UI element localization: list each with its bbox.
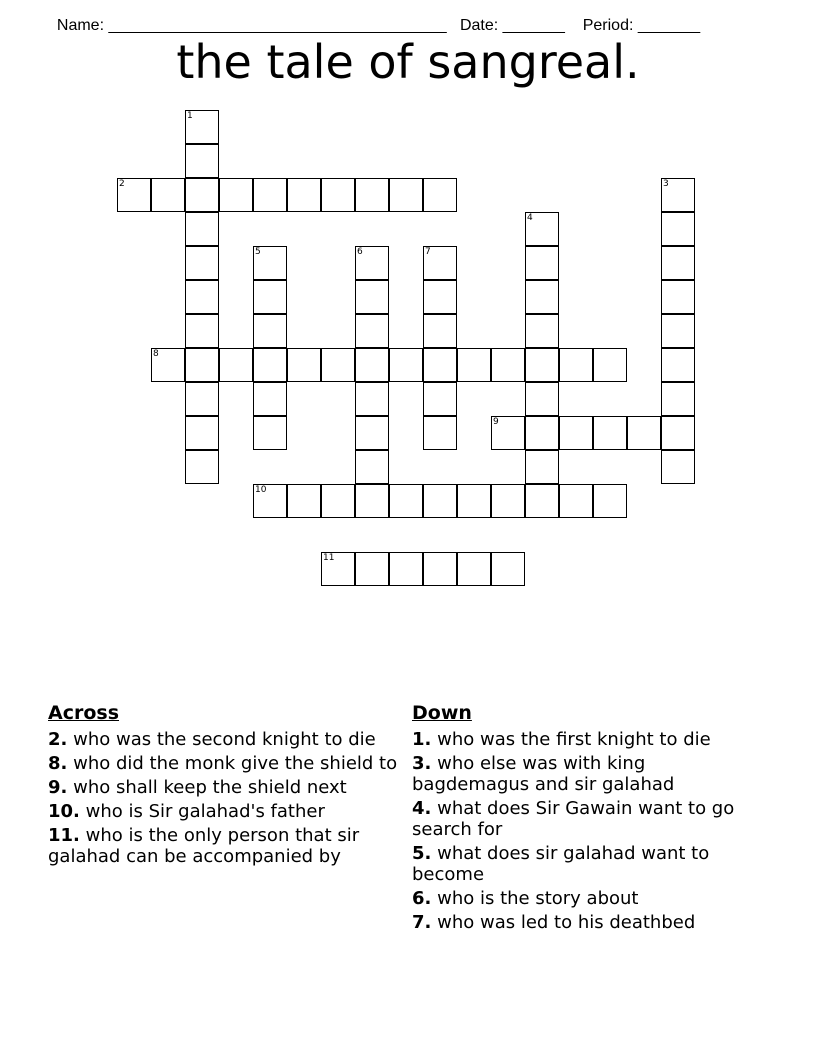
crossword-cell[interactable] — [423, 314, 457, 348]
crossword-cell[interactable] — [423, 382, 457, 416]
crossword-cell[interactable] — [185, 416, 219, 450]
crossword-cell[interactable] — [559, 484, 593, 518]
crossword-cell[interactable] — [185, 450, 219, 484]
clue-number-label: 8 — [153, 349, 159, 359]
crossword-cell[interactable] — [321, 552, 355, 586]
clue-text: what does sir galahad want to become — [412, 843, 710, 885]
crossword-cell[interactable] — [253, 246, 287, 280]
crossword-cell[interactable] — [525, 348, 559, 382]
down-clues — [412, 702, 757, 936]
clue-number-label: 4 — [527, 213, 533, 223]
crossword-cell[interactable] — [253, 416, 287, 450]
crossword-cell[interactable] — [253, 382, 287, 416]
clue-text: who did the monk give the shield to — [73, 753, 398, 774]
crossword-cell[interactable] — [151, 178, 185, 212]
crossword-cell[interactable] — [321, 484, 355, 518]
crossword-cell[interactable] — [355, 450, 389, 484]
crossword-cell[interactable] — [389, 178, 423, 212]
clue-number: 11. — [48, 825, 80, 846]
clue-number-label: 2 — [119, 179, 125, 189]
crossword-cell[interactable] — [287, 178, 321, 212]
crossword-cell[interactable] — [389, 552, 423, 586]
across-heading: Across — [48, 702, 120, 724]
crossword-cell[interactable] — [423, 280, 457, 314]
crossword-cell[interactable] — [287, 484, 321, 518]
crossword-cell[interactable] — [355, 348, 389, 382]
period-field-label: Period: _______ — [582, 17, 701, 34]
across-clue — [48, 825, 400, 867]
crossword-cell[interactable] — [661, 348, 695, 382]
crossword-cell[interactable] — [593, 484, 627, 518]
clue-number: 3. — [412, 753, 432, 774]
crossword-cell[interactable] — [593, 416, 627, 450]
crossword-cell[interactable] — [423, 416, 457, 450]
clue-number-label: 5 — [255, 247, 261, 257]
crossword-cell[interactable] — [185, 382, 219, 416]
crossword-cell[interactable] — [525, 280, 559, 314]
clue-text: who is Sir galahad's father — [85, 801, 325, 822]
crossword-cell[interactable] — [491, 552, 525, 586]
crossword-cell[interactable] — [117, 178, 151, 212]
crossword-cell[interactable] — [491, 484, 525, 518]
crossword-cell[interactable] — [559, 416, 593, 450]
clue-text: who shall keep the shield next — [73, 777, 347, 798]
crossword-cell[interactable] — [355, 280, 389, 314]
crossword-cell[interactable] — [559, 348, 593, 382]
clue-number: 5. — [412, 843, 432, 864]
down-clue — [412, 729, 757, 750]
crossword-cell[interactable] — [185, 212, 219, 246]
crossword-cell[interactable] — [661, 178, 695, 212]
across-clue — [48, 753, 400, 774]
crossword-cell[interactable] — [525, 382, 559, 416]
clue-text: who was the first knight to die — [437, 729, 711, 750]
crossword-cell[interactable] — [525, 314, 559, 348]
across-clue — [48, 777, 400, 798]
crossword-cell[interactable] — [661, 280, 695, 314]
down-clue — [412, 753, 757, 795]
crossword-cell[interactable] — [423, 484, 457, 518]
crossword-cell[interactable] — [185, 280, 219, 314]
clue-text: who else was with king bagdemagus and sir galahad — [412, 753, 675, 795]
crossword-cell[interactable] — [389, 348, 423, 382]
crossword-cell[interactable] — [457, 484, 491, 518]
clue-number-label: 3 — [663, 179, 669, 189]
crossword-cell[interactable] — [355, 484, 389, 518]
clue-text: what does Sir Gawain want to go search for — [412, 798, 735, 840]
crossword-cell[interactable] — [423, 552, 457, 586]
down-clue — [412, 912, 757, 933]
crossword-cell[interactable] — [185, 178, 219, 212]
clue-text: who was led to his deathbed — [437, 912, 696, 933]
crossword-cell[interactable] — [423, 348, 457, 382]
crossword-cell[interactable] — [389, 484, 423, 518]
crossword-cell[interactable] — [525, 416, 559, 450]
crossword-cell[interactable] — [287, 348, 321, 382]
clue-number: 10. — [48, 801, 80, 822]
crossword-cell[interactable] — [593, 348, 627, 382]
clue-number: 9. — [48, 777, 68, 798]
date-field-label: Date: _______ — [459, 17, 565, 34]
crossword-cell[interactable] — [661, 382, 695, 416]
crossword-cell[interactable] — [185, 348, 219, 382]
crossword-cell[interactable] — [525, 212, 559, 246]
crossword-cell[interactable] — [185, 110, 219, 144]
crossword-cell[interactable] — [253, 348, 287, 382]
across-clue — [48, 801, 400, 822]
clue-number-label: 11 — [323, 553, 335, 563]
across-clue — [48, 729, 400, 750]
crossword-cell[interactable] — [661, 450, 695, 484]
crossword-cell[interactable] — [355, 178, 389, 212]
crossword-cell[interactable] — [525, 450, 559, 484]
clue-number: 4. — [412, 798, 432, 819]
page-title: the tale of sangreal. — [176, 35, 640, 89]
crossword-cell[interactable] — [219, 178, 253, 212]
clue-text: who was the second knight to die — [73, 729, 376, 750]
clue-number: 2. — [48, 729, 68, 750]
clue-number: 8. — [48, 753, 68, 774]
crossword-cell[interactable] — [151, 348, 185, 382]
clue-number: 1. — [412, 729, 432, 750]
crossword-cell[interactable] — [321, 178, 355, 212]
down-clue — [412, 843, 757, 885]
crossword-cell[interactable] — [355, 552, 389, 586]
crossword-cell[interactable] — [627, 416, 661, 450]
crossword-cell[interactable] — [355, 416, 389, 450]
clue-text: who is the only person that sir galahad can be accompanied by — [48, 825, 360, 867]
clue-number-label: 1 — [187, 111, 193, 121]
crossword-cell[interactable] — [185, 314, 219, 348]
crossword-cell[interactable] — [253, 178, 287, 212]
crossword-cell[interactable] — [253, 484, 287, 518]
crossword-cell[interactable] — [525, 484, 559, 518]
crossword-cell[interactable] — [355, 314, 389, 348]
crossword-cell[interactable] — [661, 246, 695, 280]
across-clues — [48, 702, 400, 870]
down-heading: Down — [412, 702, 472, 724]
crossword-cell[interactable] — [321, 348, 355, 382]
crossword-cell[interactable] — [457, 552, 491, 586]
clue-number-label: 7 — [425, 247, 431, 257]
clue-number: 6. — [412, 888, 432, 909]
crossword-cell[interactable] — [661, 212, 695, 246]
crossword-cell[interactable] — [185, 144, 219, 178]
crossword-cell[interactable] — [355, 382, 389, 416]
crossword-cell[interactable] — [491, 416, 525, 450]
crossword-cell[interactable] — [423, 246, 457, 280]
down-clue — [412, 888, 757, 909]
crossword-cell[interactable] — [491, 348, 525, 382]
crossword-cell[interactable] — [457, 348, 491, 382]
crossword-cell[interactable] — [525, 246, 559, 280]
crossword-cell[interactable] — [185, 246, 219, 280]
clue-number: 7. — [412, 912, 432, 933]
name-field-label: Name: ______________________________________ — [56, 17, 447, 34]
crossword-cell[interactable] — [661, 314, 695, 348]
crossword-cell[interactable] — [253, 314, 287, 348]
clue-number-label: 6 — [357, 247, 363, 257]
clue-number-label: 10 — [255, 485, 267, 495]
crossword-cell[interactable] — [423, 178, 457, 212]
crossword-cell[interactable] — [355, 246, 389, 280]
down-clue — [412, 798, 757, 840]
crossword-cell[interactable] — [219, 348, 253, 382]
clue-text: who is the story about — [437, 888, 639, 909]
clue-number-label: 9 — [493, 417, 499, 427]
crossword-cell[interactable] — [661, 416, 695, 450]
crossword-cell[interactable] — [253, 280, 287, 314]
